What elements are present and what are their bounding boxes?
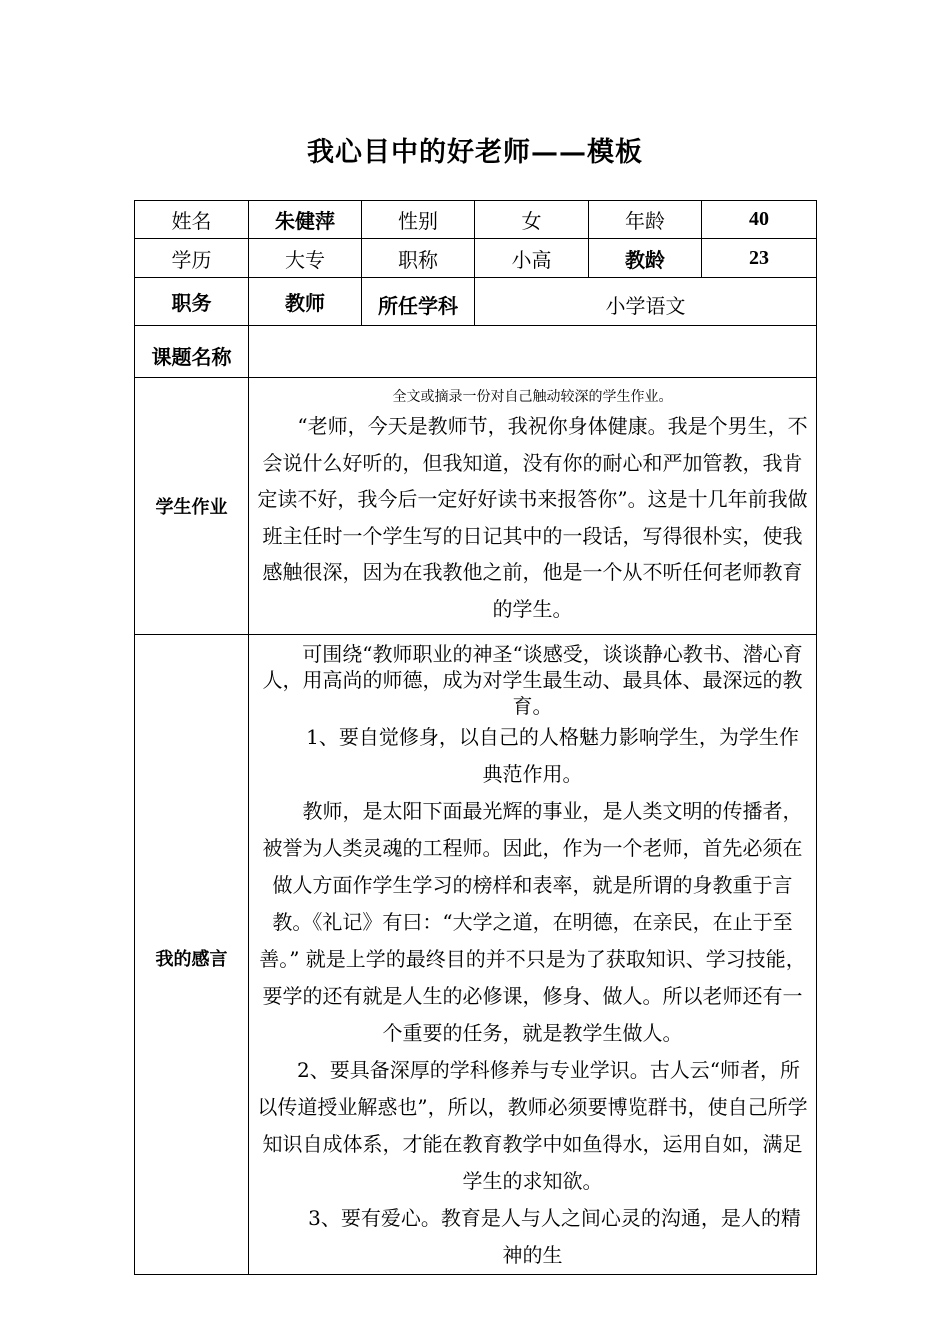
table-row — [135, 239, 817, 278]
table-row — [135, 635, 817, 1275]
position-value: 教师 — [249, 278, 362, 326]
feelings-paragraph: 2、要具备深厚的学科修养与专业学识。古人云“师者，所以传道授业解惑也”，所以，教师必须要博览群书，使自己所学知识自成体系，才能在教育教学中如鱼得水，运用自如，满足学生的求知欲。 — [257, 1058, 808, 1193]
topic-label: 课题名称 — [135, 326, 249, 378]
position-label: 职务 — [135, 278, 249, 326]
age-value: 40 — [702, 201, 817, 239]
age-label: 年龄 — [589, 201, 702, 239]
feelings-paragraph: 1、要自觉修身，以自己的人格魅力影响学生，为学生作典范作用。 — [306, 725, 799, 786]
name-label: 姓名 — [135, 201, 249, 239]
homework-note: 全文或摘录一份对自己触动较深的学生作业。 — [392, 389, 673, 405]
table-row — [135, 201, 817, 239]
feelings-content — [249, 635, 817, 1275]
education-label: 学历 — [135, 239, 249, 278]
teacher-form-table — [134, 200, 817, 1275]
gender-value: 女 — [475, 201, 589, 239]
title-rank-label: 职称 — [362, 239, 475, 278]
education-value: 大专 — [249, 239, 362, 278]
subject-label: 所任学科 — [362, 278, 475, 326]
feelings-paragraph: 教师，是太阳下面最光辉的事业，是人类文明的传播者，被誉为人类灵魂的工程师。因此，作为一个老师，首先必须在做人方面作学生学习的榜样和表率，就是所谓的身教重于言教。《礼记》有曰：“大学之道，在明德，在亲民，在止于至善。” 就是上学的最终目的并不只是为了获取知识、学习技能，要学的还有就是人生的必修课，修身、做人。所以老师还有一个重要的任务，就是教学生做人。 — [259, 799, 806, 1045]
teaching-years-value: 23 — [702, 239, 817, 278]
name-value: 朱健萍 — [249, 201, 362, 239]
feelings-paragraph: 3、要有爱心。教育是人与人之间心灵的沟通，是人的精神的生 — [308, 1206, 801, 1267]
feelings-label: 我的感言 — [135, 635, 249, 1275]
subject-value: 小学语文 — [475, 278, 817, 326]
page-title: 我心目中的好老师——模板 — [307, 137, 643, 168]
topic-value — [249, 326, 817, 378]
homework-text: “老师，今天是教师节，我祝你身体健康。我是个男生，不会说什么好听的，但我知道，没有你的耐心和严加管教，我肯定读不好，我今后一定好好读书来报答你”。这是十几年前我做班主任时一个学生写的日记其中的一段话，写得很朴实，使我感触很深，因为在我教他之前，他是一个从不听任何老师教育的学生。 — [257, 414, 808, 621]
homework-content — [249, 378, 817, 635]
feelings-paragraph: 可围绕“教师职业的神圣“谈感受，谈谈静心教书、潜心育人，用高尚的师德，成为对学生最生动、最具体、最深远的教育。 — [262, 642, 803, 718]
gender-label: 性别 — [362, 201, 475, 239]
table-row — [135, 278, 817, 326]
title-rank-value: 小高 — [475, 239, 589, 278]
table-row — [135, 378, 817, 635]
table-row — [135, 326, 817, 378]
teaching-years-label: 教龄 — [589, 239, 702, 278]
homework-label: 学生作业 — [135, 378, 249, 635]
